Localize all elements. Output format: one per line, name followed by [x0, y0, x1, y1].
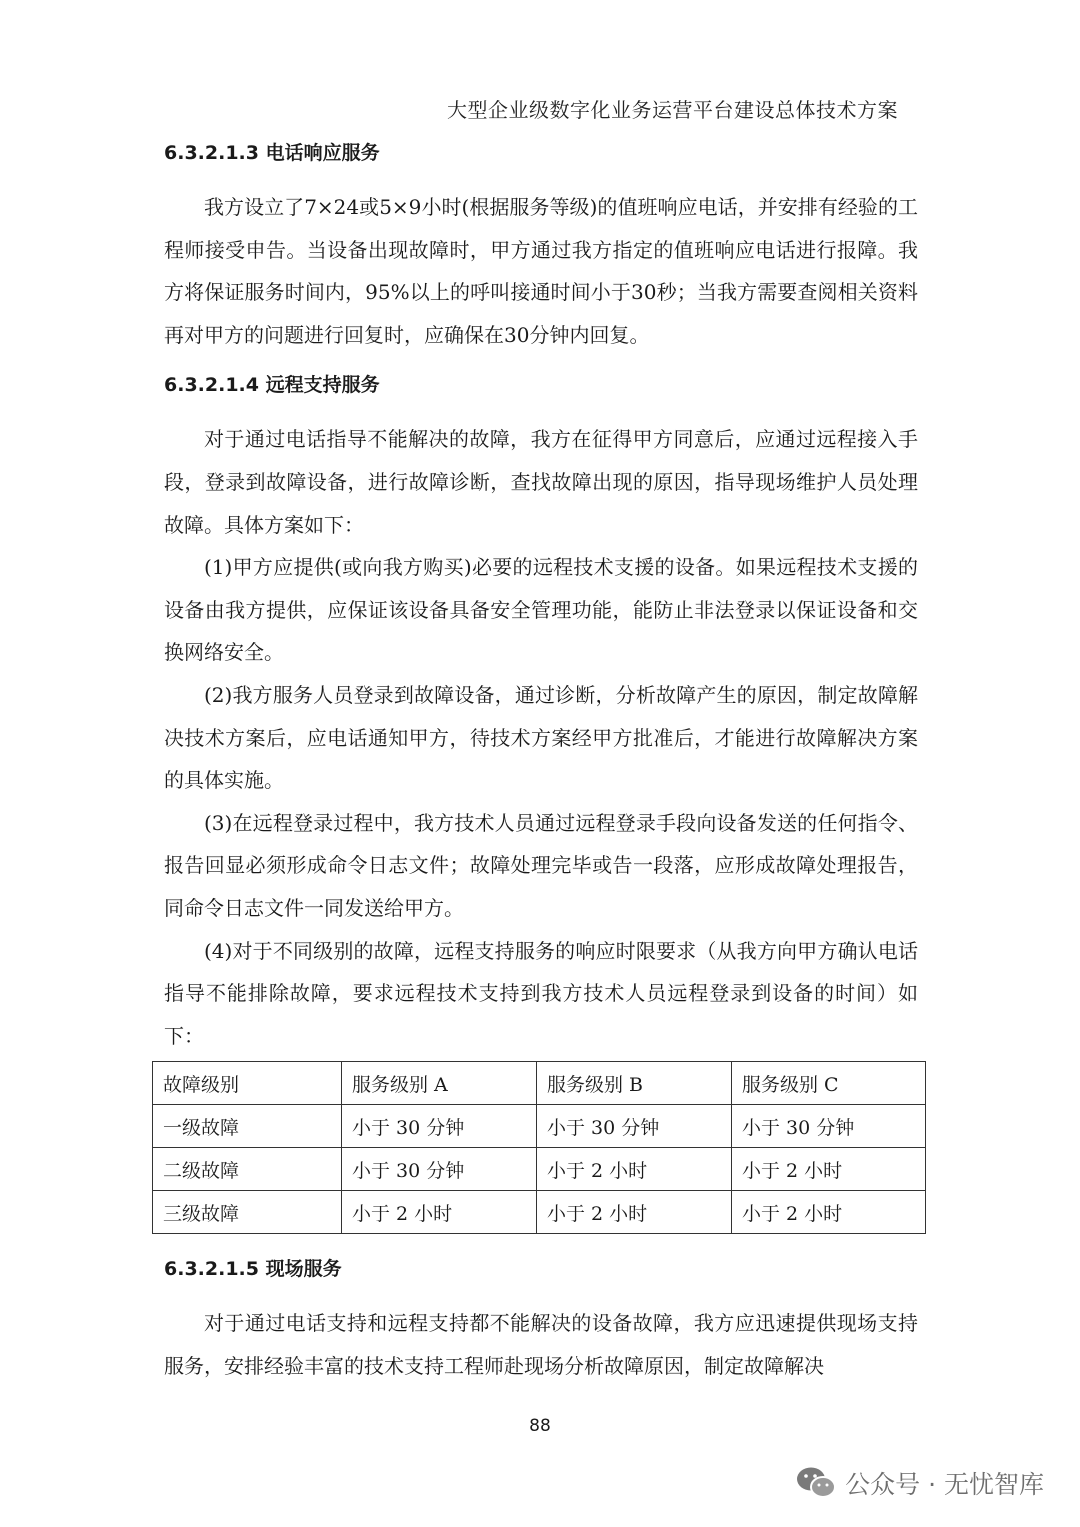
table-cell: 小于 2 小时 — [537, 1191, 732, 1234]
table-cell: 小于 2 小时 — [732, 1191, 926, 1234]
paragraph: (2)我方服务人员登录到故障设备，通过诊断，分析故障产生的原因，制定故障解决技术方案后，应电话通知甲方，待技术方案经甲方批准后，才能进行故障解决方案的具体实施。 — [164, 682, 918, 793]
paragraph: 对于通过电话支持和远程支持都不能解决的设备故障，我方应迅速提供现场支持服务，安排经验丰富的技术支持工程师赴现场分析故障原因，制定故障解决 — [164, 1311, 918, 1378]
table-row — [153, 1191, 926, 1234]
table-cell: 小于 30 分钟 — [732, 1105, 926, 1148]
section-heading-remote-support: 6.3.2.1.4 远程支持服务 — [164, 374, 380, 397]
watermark-text: 公众号 · 无忧智库 — [845, 1470, 1044, 1499]
document-body — [164, 136, 918, 1387]
table-row — [153, 1148, 926, 1191]
wechat-icon — [795, 1465, 837, 1501]
section-heading-phone-response: 6.3.2.1.3 电话响应服务 — [164, 142, 380, 164]
table-cell: 小于 2 小时 — [342, 1191, 537, 1234]
paragraph: 我方设立了7×24或5×9小时(根据服务等级)的值班响应电话，并安排有经验的工程师接受申告。当设备出现故障时，甲方通过我方指定的值班响应电话进行报障。我方将保证服务时间内，95%以上的呼叫接通时间小于30秒；当我方需要查阅相关资料再对甲方的问题进行回复时，应确保在30分钟内回复。 — [164, 195, 918, 347]
table-cell: 小于 2 小时 — [732, 1148, 926, 1191]
table-cell: 小于 30 分钟 — [537, 1105, 732, 1148]
section-heading-onsite-service: 6.3.2.1.5 现场服务 — [164, 1258, 342, 1281]
table-header-cell: 故障级别 — [153, 1062, 342, 1105]
table-cell: 三级故障 — [153, 1191, 342, 1234]
table-cell: 小于 30 分钟 — [342, 1148, 537, 1191]
table-header-cell: 服务级别 B — [537, 1062, 732, 1105]
paragraph: (1)甲方应提供(或向我方购买)必要的远程技术支援的设备。如果远程技术支援的设备由我方提供，应保证该设备具备安全管理功能，能防止非法登录以保证设备和交换网络安全。 — [164, 555, 918, 665]
table-cell: 小于 30 分钟 — [342, 1105, 537, 1148]
paragraph: (3)在远程登录过程中，我方技术人员通过远程登录手段向设备发送的任何指令、报告回显必须形成命令日志文件；故障处理完毕或告一段落，应形成故障处理报告，同命令日志文件一同发送给甲方。 — [164, 810, 918, 920]
fault-response-table — [152, 1061, 926, 1234]
table-cell: 小于 2 小时 — [537, 1148, 732, 1191]
page-number: 88 — [529, 1416, 551, 1436]
watermark — [795, 1465, 1044, 1501]
paragraph: (4)对于不同级别的故障，远程支持服务的响应时限要求（从我方向甲方确认电话指导不能排除故障，要求远程技术支持到我方技术人员远程登录到设备的时间）如下： — [164, 938, 918, 1048]
table-cell: 二级故障 — [153, 1148, 342, 1191]
table-row — [153, 1105, 926, 1148]
paragraph: 对于通过电话指导不能解决的故障，我方在征得甲方同意后，应通过远程接入手段，登录到故障设备，进行故障诊断，查找故障出现的原因，指导现场维护人员处理故障。具体方案如下： — [164, 427, 918, 537]
table-cell: 一级故障 — [153, 1105, 342, 1148]
running-header: 大型企业级数字化业务运营平台建设总体技术方案 — [447, 98, 898, 122]
table-header-cell: 服务级别 C — [732, 1062, 926, 1105]
table-header-row — [153, 1062, 926, 1105]
table-header-cell: 服务级别 A — [342, 1062, 537, 1105]
